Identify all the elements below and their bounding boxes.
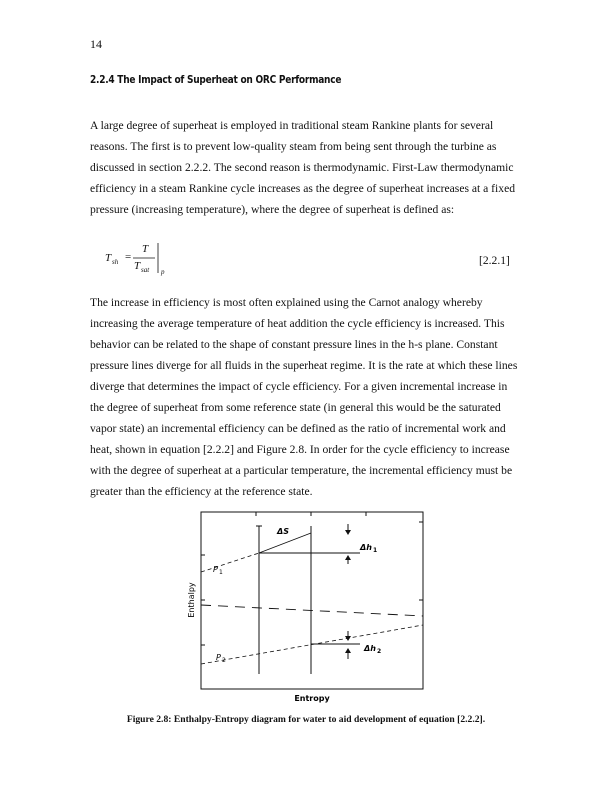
label-p2-sub: 2 [222, 657, 226, 664]
reference-dashed-line [201, 605, 423, 616]
figure-enthalpy-entropy [180, 508, 440, 708]
label-p2: P [216, 653, 221, 662]
eq-lhs: T [105, 252, 112, 264]
section-heading: 2.2.4 The Impact of Superheat on ORC Performance [90, 74, 342, 86]
equation-number: [2.2.1] [479, 254, 510, 267]
label-p1: P [213, 565, 218, 574]
label-dh1: Δh [360, 543, 372, 552]
eq-denominator-sub: sat [141, 266, 150, 274]
label-dh2: Δh [364, 644, 376, 653]
y-axis-label: Enthalpy [187, 582, 196, 618]
eq-eval-sub: p [161, 268, 165, 276]
eq-denominator: T [134, 260, 141, 272]
paragraph-carnot: The increase in efficiency is most often explained using the Carnot analogy whereby increasing the average temperature of heat addition the cycle efficiency is increased. This behavior can be related to the shape of constant pressure lines in the h-s plane. Constant pressure lines diverge for all fluids in the superheat regime. It is the rate at which these lines diverge that determines the impact of cycle efficiency. For a given incremental increase in the degree of superheat from some reference state (in general this would be the saturated vapor state) an incremental efficiency can be defined as the ratio of incremental work and heat, shown in equation [2.2.2] and Figure 2.8. In order for the cycle efficiency to increase with the degree of superheat at a particular temperature, the incremental efficiency must be greater than the efficiency at the reference state. [90, 296, 518, 498]
plot-frame [201, 512, 423, 689]
eq-equals: = [125, 251, 132, 263]
label-ds: ΔS [277, 527, 289, 536]
p2-isobar-dashed [201, 625, 423, 664]
axis-ticks [201, 512, 423, 645]
equation-2-2-1 [105, 243, 525, 279]
eq-lhs-sub: sh [112, 258, 119, 266]
label-p1-sub: 1 [219, 569, 223, 576]
label-dh2-sub: 2 [377, 648, 382, 655]
page-number: 14 [90, 37, 102, 51]
p1-isobar-dashed [201, 553, 259, 572]
hs-diagram [180, 508, 440, 708]
x-axis-label: Entropy [294, 694, 330, 703]
paragraph-intro: A large degree of superheat is employed in traditional steam Rankine plants for several reasons. The first is to prevent low-quality steam from being sent through the turbine as discussed in section 2.2.2. The second reason is thermodynamic. First-Law thermodynamic efficiency in a steam Rankine cycle increases as the degree of superheat increases at a fixed pressure (increasing temperature), where the degree of superheat is defined as: [90, 119, 516, 216]
figure-caption: Figure 2.8: Enthalpy-Entropy diagram for water to aid development of equation [2.2.2]. [126, 714, 486, 725]
p1-isobar-solid [259, 533, 311, 553]
label-dh1-sub: 1 [373, 547, 378, 554]
eq-numerator: T [142, 243, 149, 255]
